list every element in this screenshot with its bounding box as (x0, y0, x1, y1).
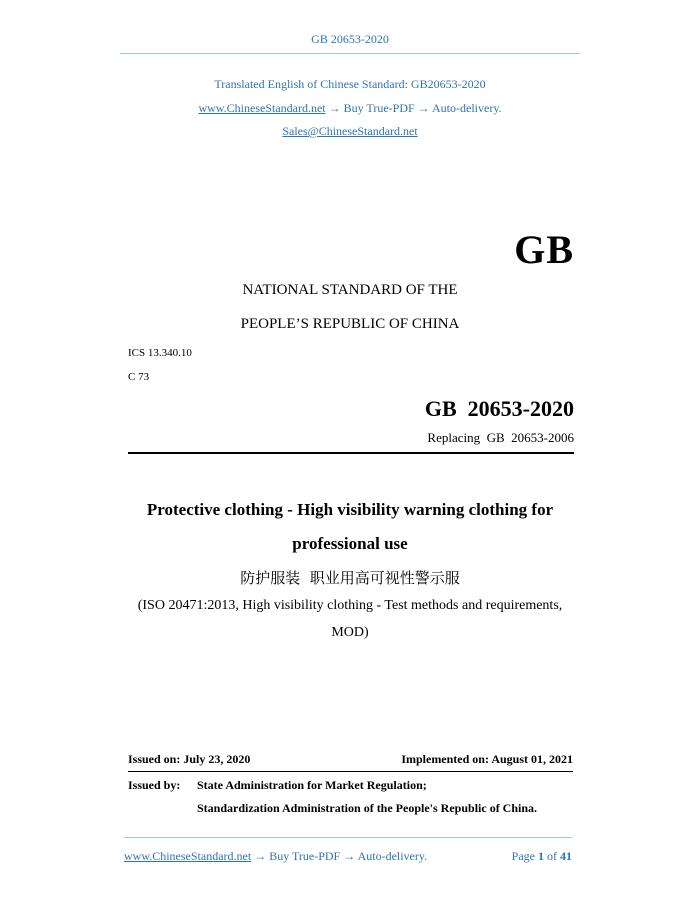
promo-buy-text: → Buy True-PDF → Auto-delivery. (325, 101, 502, 115)
standard-code: GB 20653-2020 (424, 396, 574, 421)
header-divider (120, 53, 580, 54)
title-english-line1: Protective clothing - High visibility warning clothing for (146, 500, 554, 519)
page-total: 41 (560, 849, 572, 863)
promo-email-line (0, 124, 700, 139)
ccs-code: C 73 (128, 371, 150, 383)
iso-reference-line2: MOD) (331, 625, 369, 640)
promo-site-link[interactable]: www.ChineseStandard.net (198, 101, 326, 115)
replacing-note: Replacing GB 20653-2006 (427, 430, 574, 445)
footer-buy-line (124, 849, 427, 864)
national-standard-line1: NATIONAL STANDARD OF THE (242, 282, 458, 298)
issuer-line1: State Administration for Market Regulation; (197, 778, 427, 792)
page-indicator (512, 849, 572, 864)
issue-divider (128, 771, 573, 772)
title-english-line2: professional use (292, 534, 408, 553)
footer-divider (124, 837, 572, 838)
implemented-on-date: Implemented on: August 01, 2021 (401, 752, 573, 766)
iso-reference-line1: (ISO 20471:2013, High visibility clothing - Test methods and requirements, (137, 598, 563, 613)
title-chinese: 防护服装 职业用高可视性警示服 (240, 569, 460, 587)
ics-code: ICS 13.340.10 (128, 347, 192, 359)
footer-site-link[interactable]: www.ChineseStandard.net (124, 849, 252, 863)
page-current: 1 (538, 849, 544, 863)
promo-buy-line (0, 101, 700, 116)
cover-divider (128, 452, 574, 454)
issued-by-label: Issued by: (128, 778, 181, 792)
page-of: of (544, 849, 560, 863)
national-standard-line2: PEOPLE’S REPUBLIC OF CHINA (240, 316, 460, 332)
promo-translation-line: Translated English of Chinese Standard: GB20653-2020 (214, 77, 486, 91)
page-label: Page (511, 849, 538, 863)
gb-logo: GB (514, 227, 574, 272)
footer-buy-text: → Buy True-PDF → Auto-delivery. (251, 849, 428, 863)
issued-on-date: Issued on: July 23, 2020 (128, 752, 251, 766)
promo-email-link[interactable]: Sales@ChineseStandard.net (282, 124, 418, 138)
issuer-line2: Standardization Administration of the People's Republic of China. (197, 801, 538, 815)
header-standard-code: GB 20653-2020 (311, 32, 389, 46)
